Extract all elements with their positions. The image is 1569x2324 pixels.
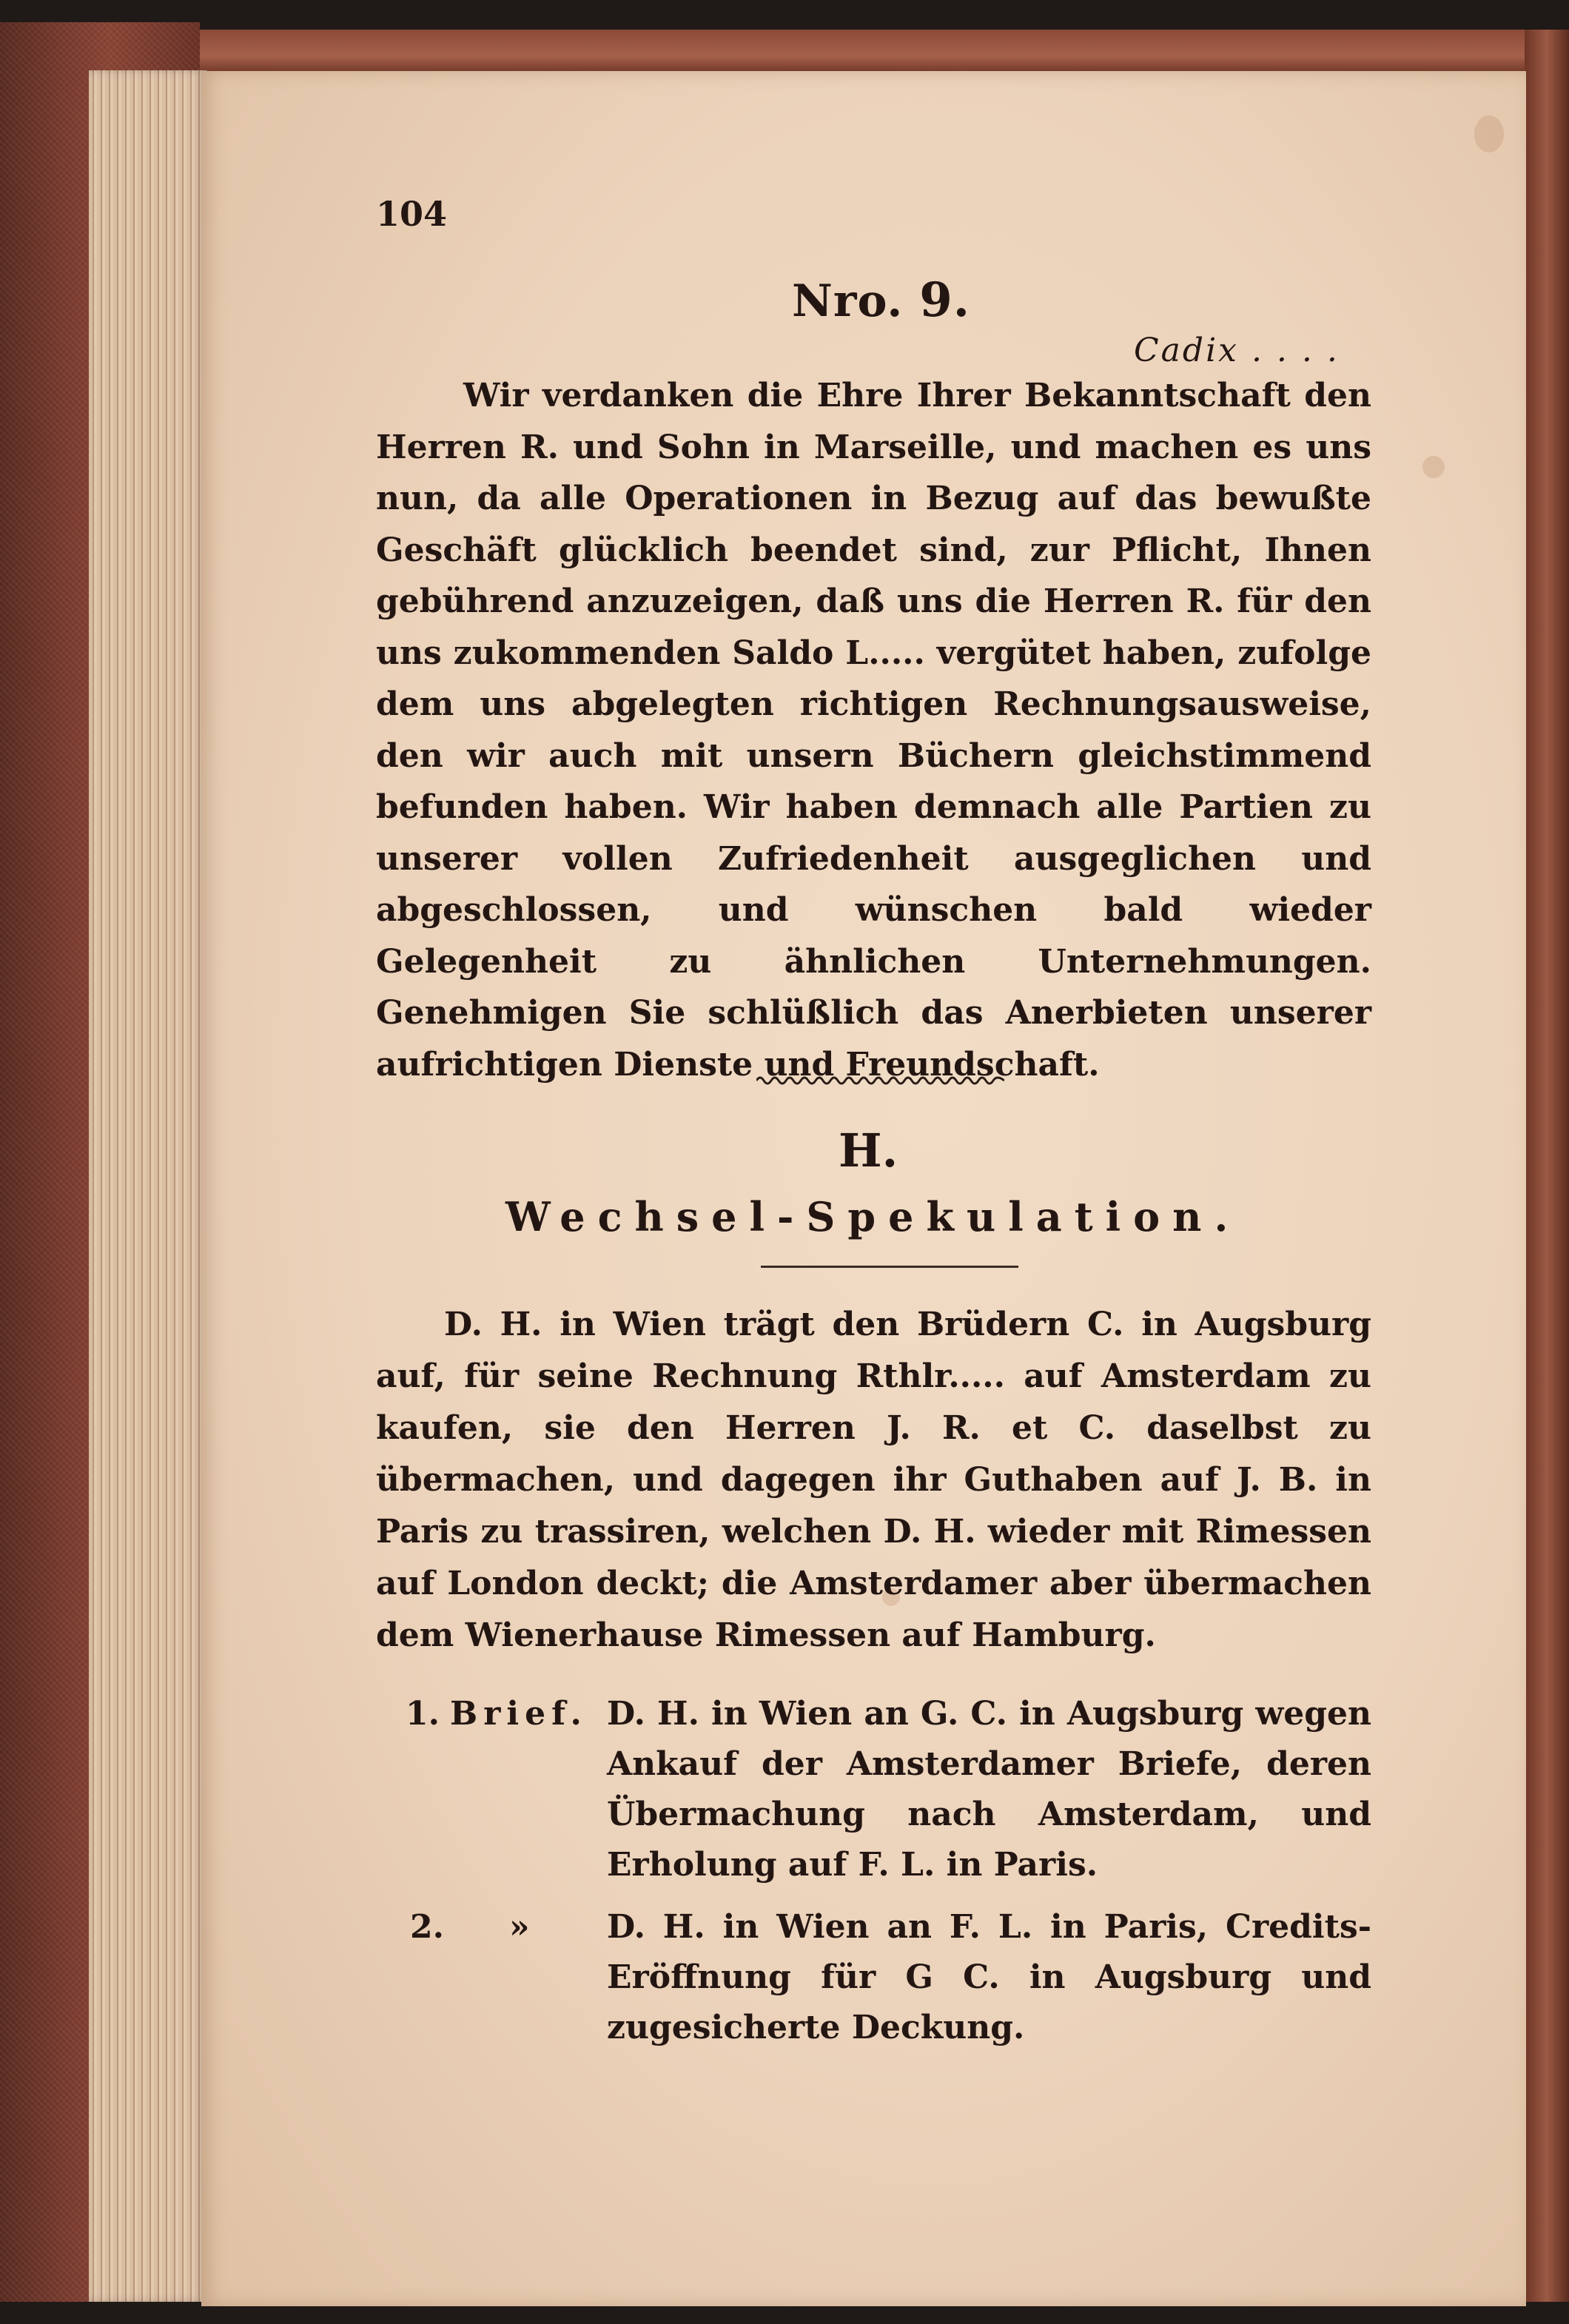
list-item-text: D. H. in Wien an F. L. in Paris, Credits-Eröffnung für G C. in Augsburg und zugesicherte Deckung. bbox=[607, 1908, 1371, 2046]
list-item-label: » bbox=[509, 1908, 536, 1946]
letter-heading bbox=[792, 272, 970, 328]
list-item-label: Brief. bbox=[450, 1695, 588, 1733]
section-title: Wechsel-Spekulation. bbox=[505, 1193, 1241, 1240]
list-item-text: D. H. in Wien an G. C. in Augsburg wegen Ankauf der Amsterdamer Briefe, deren Übermachung nach Amsterdam, und Erholung auf F. L. in Paris. bbox=[607, 1695, 1371, 1884]
section-title-rule bbox=[761, 1266, 1018, 1268]
list-item-number: 1. bbox=[406, 1695, 440, 1733]
page-number: 104 bbox=[376, 194, 448, 234]
letter-dateline: Cadix . . . . bbox=[1134, 332, 1340, 369]
book-cover-top-edge bbox=[89, 30, 1562, 74]
letter-heading-label: Nro. bbox=[792, 275, 904, 327]
book-cover-right-edge bbox=[1525, 30, 1569, 2302]
letter-paragraph: Wir verdanken die Ehre Ihrer Bekanntschaft den Herren R. und Sohn in Marseille, und machen es uns nun, da alle Operationen in Bezug auf das bewußte Geschäft glücklich beendet sind, zur Pflicht, Ihnen gebührend anzuzeigen, daß uns die Herren R. für den uns zukommenden Saldo L..... vergütet haben, zufolge dem uns abgelegten richtigen Rechnungsausweise, den wir auch mit unsern Büchern gleichstimmend befunden haben. Wir haben demnach alle Partien zu unserer vollen Zufriedenheit ausgeglichen und abgeschlossen, und wünschen bald wieder Gelegenheit zu ähnlichen Unternehmungen. Genehmigen Sie schlüßlich das Anerbieten unserer aufrichtigen Dienste und Freundschaft. bbox=[376, 377, 1371, 1084]
list-item-number: 2. bbox=[410, 1908, 444, 1946]
page-block-edges bbox=[89, 70, 207, 2302]
section-letter: H. bbox=[839, 1124, 898, 1178]
section-paragraph: D. H. in Wien trägt den Brüdern C. in Augsburg auf, für seine Rechnung Rthlr..... auf Amsterdam zu kaufen, sie den Herren J. R. et C. daselbst zu übermachen, und dagegen ihr Guthaben auf J. B. in Paris zu trassiren, welchen D. H. wieder mit Rimessen auf London deckt; die Amsterdamer aber übermachen dem Wienerhause Rimessen auf Hamburg. bbox=[376, 1306, 1371, 1654]
letter-heading-number: 9. bbox=[919, 272, 971, 328]
ornamental-divider bbox=[756, 1073, 1004, 1088]
